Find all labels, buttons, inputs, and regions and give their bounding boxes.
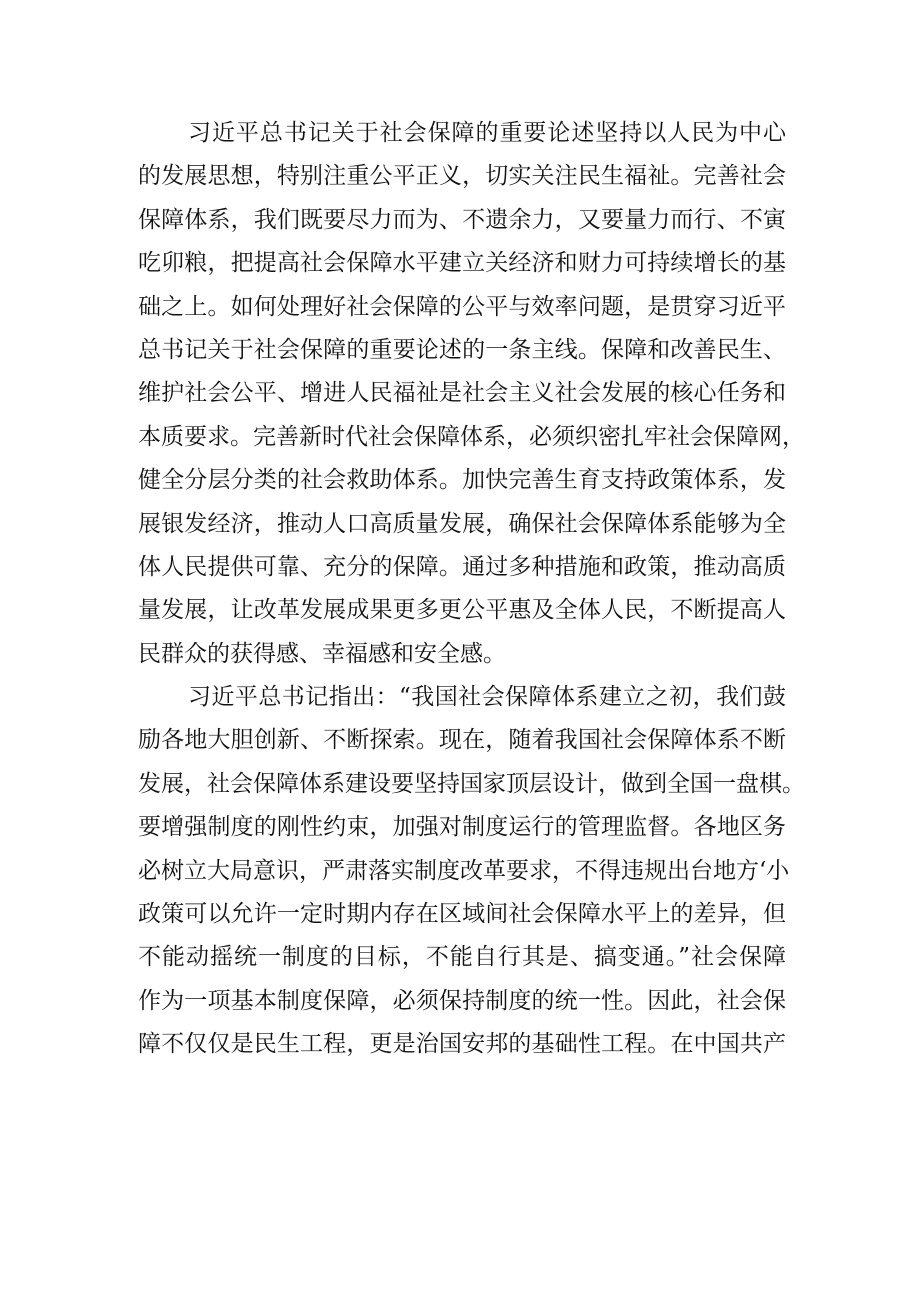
text-line: 要增强制度的刚性约束，加强对制度运行的管理监督。各地区务 xyxy=(138,814,786,841)
text-line: 展银发经济，推动人口高质量发展，确保社会保障体系能够为全 xyxy=(138,510,786,537)
text-line: 量发展，让改革发展成果更多更公平惠及全体人民，不断提高人 xyxy=(138,597,786,624)
paragraph-2 xyxy=(138,676,805,1067)
text-line: 作为一项基本制度保障，必须保持制度的统一性。因此，社会保 xyxy=(138,987,786,1014)
text-line: 必树立大局意识，严肃落实制度改革要求，不得违规出台地方‘小 xyxy=(138,857,790,884)
text-line: 健全分层分类的社会救助体系。加快完善生育支持政策体系，发 xyxy=(138,467,786,494)
text-line: 励各地大胆创新、不断探索。现在，随着我国社会保障体系不断 xyxy=(138,727,786,754)
text-line: 民群众的获得感、幸福感和安全感。 xyxy=(138,640,506,667)
text-line: 维护社会公平、增进人民福祉是社会主义社会发展的核心任务和 xyxy=(138,380,786,407)
text-line: 的发展思想，特别注重公平正义，切实关注民生福祉。完善社会 xyxy=(138,163,786,190)
text-line: 习近平总书记关于社会保障的重要论述坚持以人民为中心 xyxy=(188,120,786,146)
text-line: 发展，社会保障体系建设要坚持国家顶层设计，做到全国一盘棋。 xyxy=(138,770,805,797)
text-line: 体人民提供可靠、充分的保障。通过多种措施和政策，推动高质 xyxy=(138,553,786,580)
text-line: 础之上。如何处理好社会保障的公平与效率问题，是贯穿习近平 xyxy=(138,293,786,320)
document-page xyxy=(138,112,805,1067)
text-line: 吃卯粮，把提高社会保障水平建立关经济和财力可持续增长的基 xyxy=(138,250,786,277)
text-line: 习近平总书记指出：“我国社会保障体系建立之初，我们鼓 xyxy=(188,684,786,711)
text-line: 总书记关于社会保障的重要论述的一条主线。保障和改善民生、 xyxy=(138,336,786,363)
text-line: 政策可以允许一定时期内存在区域间社会保障水平上的差异，但 xyxy=(138,901,786,928)
paragraph-1 xyxy=(138,112,805,676)
text-line: 不能动摇统一制度的目标，不能自行其是、搞变通。”社会保障 xyxy=(138,944,786,971)
text-line: 保障体系，我们既要尽力而为、不遗余力，又要量力而行、不寅 xyxy=(138,206,786,233)
text-line: 障不仅仅是民生工程，更是治国安邦的基础性工程。在中国共产 xyxy=(138,1031,786,1058)
text-line: 本质要求。完善新时代社会保障体系，必须织密扎牢社会保障网， xyxy=(138,423,805,450)
